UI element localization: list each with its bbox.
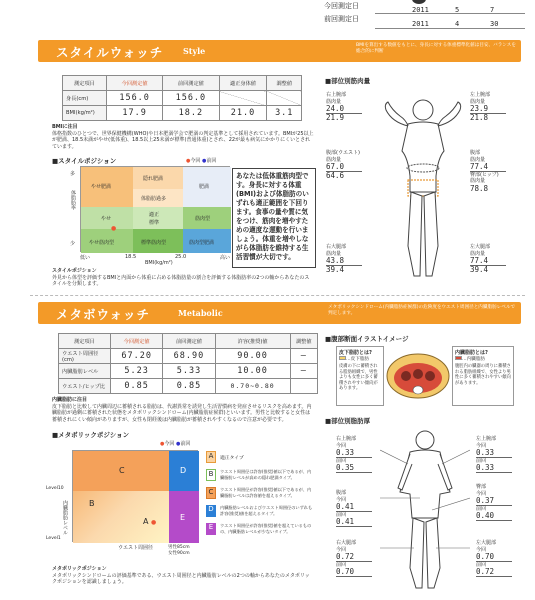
zone-label-b: B <box>89 499 95 508</box>
metabo-position-title: ■メタボリックポジション <box>52 431 130 439</box>
style-title: スタイルウォッチ <box>56 45 164 60</box>
th-now: 今回測定値 <box>107 76 163 91</box>
today-year: 2011 <box>412 6 429 14</box>
part-pct: 77.4 <box>470 164 506 172</box>
style-axis-y: 体脂肪率 <box>70 190 76 210</box>
fat-v1: 0.72 <box>336 554 372 562</box>
part-pct: 24.0 <box>326 106 362 114</box>
row-now: 5.23 <box>111 364 163 379</box>
fat-left-thigh <box>476 540 512 577</box>
part-sub: 筋肉量 <box>326 98 342 105</box>
cross-title-text: 腹部断面イラストイメージ <box>331 335 409 343</box>
row-label: 内臓脂肪レベル <box>59 364 111 379</box>
prev-month: 4 <box>455 20 460 28</box>
visc-swatch <box>455 356 462 360</box>
th-item: 測定項目 <box>59 334 111 349</box>
position-marker-now: ● <box>151 519 157 526</box>
table-row <box>59 379 318 394</box>
row-prev: 18.2 <box>163 106 219 121</box>
part-label: 右上腕部 <box>326 92 347 98</box>
part-val: 78.8 <box>470 183 489 193</box>
row-target: 10.00 <box>215 364 290 379</box>
style-position-note <box>52 268 314 288</box>
zone-text: 適正タイプ <box>220 456 244 461</box>
part-pct: 43.8 <box>326 258 362 266</box>
part-val: 39.4 <box>470 264 489 274</box>
today-label: 今回測定日 <box>324 2 359 10</box>
metabo-position-note <box>52 566 314 586</box>
fat-v1: 0.33 <box>476 450 512 458</box>
fat-body-figure <box>380 428 470 593</box>
row-prev: 68.90 <box>163 349 215 364</box>
row-now: 156.0 <box>107 91 163 106</box>
part-right-thigh <box>326 244 362 273</box>
zone-key: B <box>206 469 216 481</box>
cell-label: 筋肉型 <box>195 216 211 222</box>
zone-key: A <box>206 451 216 463</box>
fat-sub1: 今回 <box>336 546 347 553</box>
fat-v2: 0.40 <box>476 513 512 521</box>
fat-v1: 0.33 <box>336 450 372 458</box>
th-target: 許容(推奨)値 <box>215 334 290 349</box>
zone-key: C <box>206 487 216 499</box>
zone-label-e: E <box>180 513 186 522</box>
fat-label: 右大腿部 <box>336 540 357 546</box>
subcut-swatch <box>339 356 346 360</box>
row-target: 21.0 <box>219 106 267 121</box>
row-label: ウエスト/ヒップ比 <box>59 379 111 394</box>
cell-label: 適正 <box>149 212 160 218</box>
row-prev: 0.85 <box>163 379 215 394</box>
subcut-title: 皮下脂肪とは? <box>339 350 372 356</box>
fat-label: 右上腕部 <box>336 436 357 442</box>
metabo-axis-x: ウエスト周囲径 <box>118 545 154 551</box>
spine <box>413 386 423 394</box>
row-label: BMI(kg/m²) <box>63 106 107 121</box>
hip-sub: 筋肉量 <box>470 178 486 184</box>
part-left-upper-arm <box>470 92 506 121</box>
cell-label: やせ筋肉型 <box>89 240 115 246</box>
metabo-title-en: Metabolic <box>178 308 223 318</box>
row-now: 67.20 <box>111 349 163 364</box>
metabo-legend <box>160 440 190 447</box>
fat-left-upper-arm <box>476 436 512 473</box>
visceral-note-title: 内臓脂肪に注目 <box>52 397 88 403</box>
leader-line <box>442 450 470 464</box>
row-target-empty <box>219 91 267 106</box>
part-label: 左上腕部 <box>470 92 491 98</box>
fat-hip <box>476 484 512 521</box>
part-pct: 67.0 <box>326 164 362 172</box>
cell-label: 筋肉型肥満 <box>189 240 215 246</box>
fat-sub2: 前回 <box>336 511 347 518</box>
zone-desc <box>206 469 314 483</box>
table-row <box>59 364 318 379</box>
metabo-title: メタボウォッチ <box>56 307 151 322</box>
subcut-legend-text: …皮下脂肪 <box>346 357 369 362</box>
metabo-table-header <box>59 334 318 349</box>
fat-sub2: 前回 <box>476 505 487 512</box>
row-now: 17.9 <box>107 106 163 121</box>
style-x-tick2: 25.0 <box>175 254 187 260</box>
figure-right-leg <box>426 518 440 588</box>
part-sub: 筋肉量 <box>470 250 486 257</box>
part-right-upper-arm <box>326 92 362 121</box>
part-label: 右大腿部 <box>326 244 347 250</box>
row-target: 0.70~0.80 <box>215 379 290 394</box>
row-label: ウエスト周囲径(cm) <box>59 349 111 364</box>
fat-title-text: 部位別脂肪厚 <box>331 417 371 425</box>
today-day: 7 <box>490 6 495 14</box>
fat-label: 腹部 <box>336 490 347 496</box>
zone-desc <box>206 523 314 537</box>
visc-legend-text: …内臓脂肪 <box>462 357 485 362</box>
style-position-note-title: スタイルポジション <box>52 268 97 274</box>
row-label: 身長(cm) <box>63 91 107 106</box>
part-sub: 筋肉量 <box>326 156 342 163</box>
organ-2 <box>413 369 423 379</box>
subcut-text: 皮膚の下に蓄積される脂肪組織で、男性よりも女性に多く蓄積されやすい傾向があります。 <box>339 364 378 392</box>
th-now: 今回測定値 <box>111 334 163 349</box>
metabo-x-note: 男性85cm 女性90cm <box>168 545 190 556</box>
fat-v2: 0.72 <box>476 569 512 577</box>
zone-label-d: D <box>180 466 187 475</box>
row-prev: 5.33 <box>163 364 215 379</box>
fat-v2: 0.41 <box>336 519 372 527</box>
cell-label: 肥満 <box>199 184 210 190</box>
cell-label: 隠れ肥満 <box>143 176 164 182</box>
style-header <box>38 40 521 62</box>
fat-v2: 0.35 <box>336 465 372 473</box>
part-label: 腹部 <box>470 150 481 156</box>
row-prev: 156.0 <box>163 91 219 106</box>
zone-key: E <box>206 523 216 535</box>
style-legend <box>186 157 216 164</box>
style-x-tick1: 18.5 <box>125 254 137 260</box>
style-x-low: 低い <box>80 255 91 261</box>
fat-v1: 0.37 <box>476 498 512 506</box>
zone-text: ウエスト周囲径が許容(推奨)値以下であるが、内臓脂肪レベルは許容値を超えるタイプ。 <box>220 487 312 498</box>
figure-left-leg <box>410 518 424 588</box>
fat-sub1: 今回 <box>336 496 347 503</box>
row-adjust: — <box>290 349 317 364</box>
style-advice-text: あなたは低体重筋肉型です。身長に対する体重(BMI)および体脂肪のいずれも適正範囲を下回ります。食事の量や質に気をつけ、筋肉を増やすための適度な運動を行いましょう。体重を増やしながら体脂肪を維持する生活習慣が大切です。 <box>236 172 309 261</box>
fat-v2: 0.33 <box>476 465 512 473</box>
part-hip <box>470 150 506 192</box>
table-row <box>63 106 302 121</box>
row-target: 90.00 <box>215 349 290 364</box>
prev-year: 2011 <box>412 20 429 28</box>
position-marker-now: ● <box>111 225 117 232</box>
style-position-note-text: 外見から体型を評価するBMIと内面から体重に占める体脂肪量の割合を評価する体脂肪率の2つの軸からあなたのスタイルを分類します。 <box>52 274 310 287</box>
part-label: 左大腿部 <box>470 244 491 250</box>
metabo-position-note-title: メタボリックポジション <box>52 566 107 572</box>
part-sub: 筋肉量 <box>326 250 342 257</box>
muscle-body-figure <box>378 96 468 286</box>
visceral-note <box>52 397 314 423</box>
style-axis-x: BMI(kg/m²) <box>145 260 173 266</box>
style-position-grid <box>80 166 230 252</box>
cell-label: 体脂肪過多 <box>141 196 167 202</box>
logo-mark <box>412 0 426 4</box>
figure-head <box>416 431 434 449</box>
part-left-thigh <box>470 244 506 273</box>
zone-text: ウエスト周囲径は許容(推奨)値以下であるが、内臓脂肪レベルが高めの隠れ肥満タイプ。 <box>220 469 312 480</box>
legend-prev: 前回 <box>206 158 217 164</box>
table-row <box>63 91 302 106</box>
metabo-position-title-text: メタボリックポジション <box>58 431 130 439</box>
fat-abdomen <box>336 490 372 527</box>
cell-label: 標準筋肉型 <box>141 240 167 246</box>
style-table-header <box>63 76 302 91</box>
zone-label-c: C <box>119 466 125 475</box>
row-adjust-empty <box>290 379 317 394</box>
style-advice-box <box>232 168 316 268</box>
figure-head <box>413 100 433 120</box>
cell-label: 標準 <box>149 220 160 226</box>
fat-sub1: 今回 <box>476 546 487 553</box>
zone-desc <box>206 487 314 501</box>
zone-desc <box>206 451 314 465</box>
zone-desc <box>206 505 314 519</box>
section-divider <box>30 295 525 296</box>
bmi-note <box>52 124 314 150</box>
style-axis-y-bottom: 少 <box>70 241 76 247</box>
cell-label: やせ肥満 <box>91 184 112 190</box>
style-position-title: ■スタイルポジション <box>52 157 117 165</box>
th-prev: 前回測定値 <box>163 76 219 91</box>
zone-key: D <box>206 505 216 517</box>
parts-title-text: 部位別筋肉量 <box>331 77 371 85</box>
zone-b <box>73 491 169 543</box>
row-adjust: 3.1 <box>267 106 302 121</box>
legend-now-dot: ● <box>186 158 191 164</box>
metabo-position-note-text: メタボリックシンドロームの評価基準である、ウエスト周囲径と内臓脂肪レベルの2つの軸からあなたのメタボリックポジションを認識しましょう。 <box>52 572 310 585</box>
fat-right-upper-arm <box>336 436 372 473</box>
fat-sub2: 前回 <box>476 561 487 568</box>
figure-left-arm <box>385 102 408 126</box>
hip-label: 臀部(ヒップ) <box>470 171 499 178</box>
fat-sub2: 前回 <box>336 561 347 568</box>
organ-3 <box>425 371 435 381</box>
fat-label: 左大腿部 <box>476 540 497 546</box>
part-sub: 筋肉量 <box>470 98 486 105</box>
table-row <box>59 349 318 364</box>
style-note: BMIを算出する数値をもとに、身長に対する体重標準化値は目安、バランスを総合的に判断 <box>356 43 516 55</box>
part-val: 21.8 <box>470 112 489 122</box>
date-underline-1 <box>375 13 525 14</box>
style-position-title-text: スタイルポジション <box>58 157 117 165</box>
fat-v1: 0.70 <box>476 554 512 562</box>
figure-right-leg <box>424 192 438 276</box>
part-pct: 23.9 <box>470 106 506 114</box>
th-item: 測定項目 <box>63 76 107 91</box>
part-label: 腹部(ウエスト) <box>326 150 360 156</box>
legend-now-dot: ● <box>160 441 165 447</box>
row-now: 0.85 <box>111 379 163 394</box>
cell-label: やせ <box>101 216 112 222</box>
legend-now: 今回 <box>190 158 201 164</box>
zone-descriptions <box>206 451 314 537</box>
metabo-level10: Level10 <box>46 486 64 491</box>
leader-line <box>380 450 408 464</box>
subcut-legend <box>339 356 381 362</box>
fat-sub2: 前回 <box>336 457 347 464</box>
visc-text: 腹腔内の臓器の周りに蓄積される脂肪組織で、女性より男性に多く蓄積されやすい傾向があります。 <box>455 364 511 386</box>
metabo-axis-y: 内臓脂肪レベル <box>62 500 68 535</box>
row-adjust: — <box>290 364 317 379</box>
prev-day: 30 <box>490 20 499 28</box>
th-adjust: 調整値 <box>267 76 302 91</box>
metabo-level1: Level1 <box>46 536 61 541</box>
visc-title: 内臓脂肪とは? <box>455 350 488 356</box>
th-prev: 前回測定値 <box>163 334 215 349</box>
style-title-en: Style <box>183 46 206 56</box>
fat-sub1: 今回 <box>476 442 487 449</box>
fat-sub1: 今回 <box>476 490 487 497</box>
part-waist <box>326 150 362 179</box>
organ-1 <box>401 371 411 381</box>
metabo-table <box>58 333 318 394</box>
legend-prev-dot: ● <box>175 441 181 447</box>
fat-right-thigh <box>336 540 372 577</box>
metabo-note: メタボリックシンドローム(内臓脂肪症候群)の危険度をウエスト周囲径と内臓脂肪レベルで判定します。 <box>328 305 516 317</box>
metabo-position-grid <box>72 450 198 542</box>
part-sub: 筋肉量 <box>470 156 486 163</box>
prev-label: 前回測定日 <box>324 15 359 23</box>
zone-text: 内臓脂肪レベルおよびウエスト周囲径のいずれも許容(推奨)値を超えるタイプ。 <box>220 505 313 516</box>
legend-prev: 前回 <box>180 441 191 447</box>
fat-sub1: 今回 <box>336 442 347 449</box>
part-val: 39.4 <box>326 264 345 274</box>
visceral-box <box>452 346 514 406</box>
zone-text: ウエスト周囲径が許容(推奨)値を超えているものの、内臓脂肪レベルが少ないタイプ。 <box>220 523 312 534</box>
legend-now: 今回 <box>164 441 175 447</box>
fat-title: ■部位別脂肪厚 <box>325 417 371 425</box>
today-month: 5 <box>455 6 460 14</box>
fat-label: 臀部 <box>476 484 487 490</box>
style-x-high: 高い <box>220 255 231 261</box>
fat-sub2: 前回 <box>476 457 487 464</box>
visc-legend <box>455 356 511 362</box>
th-adjust: 調整値 <box>290 334 317 349</box>
date-underline-2 <box>375 28 525 29</box>
row-adjust-empty <box>267 91 302 106</box>
zone-label-a: A <box>143 517 149 526</box>
part-val: 64.6 <box>326 170 345 180</box>
figure-left-leg <box>408 192 422 276</box>
parts-title: ■部位別筋肉量 <box>325 77 371 85</box>
figure-right-arm <box>438 102 461 126</box>
part-val: 21.9 <box>326 112 345 122</box>
style-table <box>62 75 302 121</box>
visceral-note-text: 皮下脂肪と比較して内臓周辺に蓄積される脂肪は、代謝異常を誘発し生活習慣病を発症させるリスクを高めます。内臓脂肪が過剰に蓄積された状態をメタボリックシンドローム(内臓脂肪症候群)といいます。男性と比較すると女性は蓄積されにくい傾向がありますが、女性も閉経後は内臓脂肪が蓄積されやすくなるので注意が必要です。 <box>52 403 312 423</box>
abdomen-cross-section <box>386 352 450 400</box>
style-axis-y-top: 多 <box>70 171 76 177</box>
date-header <box>320 0 535 32</box>
bmi-note-text: 体格指数のひとつで、世界保健機構(WHO)や日本肥満学会で肥満の判定基準として採用されています。BMIが25以上が肥満、18.5未満がやせ(低体重)、18.5以上25未満が標準(普通体重)とされ、22が最も病気にかかりにくいとされています。 <box>52 130 314 150</box>
cross-title: ■腹部断面イラストイメージ <box>325 335 409 343</box>
fat-label: 左上腕部 <box>476 436 497 442</box>
fat-v1: 0.41 <box>336 504 372 512</box>
fat-v2: 0.70 <box>336 569 372 577</box>
subcutaneous-box <box>336 346 384 406</box>
metabo-header <box>38 302 521 324</box>
bmi-note-title: BMIに注目 <box>52 124 78 130</box>
part-pct: 77.4 <box>470 258 506 266</box>
legend-prev-dot: ● <box>201 158 207 164</box>
th-target: 適正身体値 <box>219 76 267 91</box>
